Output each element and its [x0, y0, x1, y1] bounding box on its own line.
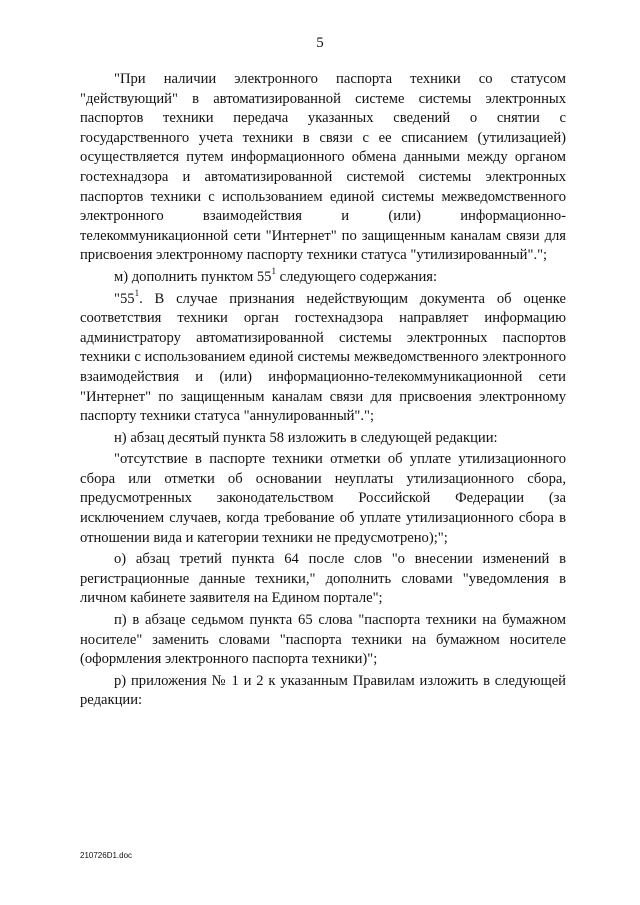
paragraph-item-o: о) абзац третий пункта 64 после слов "о внесении изменений в регистрационные данные техники," дополнить словами "уведомления в личном кабинете заявителя на Едином портале";: [80, 551, 566, 607]
paragraph-quoted-rule: "При наличии электронного паспорта техники со статусом "действующий" в автоматизированной системе системы электронных паспортов техники передача указанных сведений о снятии с государственного учета техники в связи с ее списанием (утилизацией) осуществляется путем информационного обмена данными между органом гостехнадзора и автоматизированной системой системы электронных паспортов техники с использованием единой системы межведомственного электронного взаимодействия и (или) информационно-телекоммуникационной сети "Интернет" по защищенным каналам связи для присвоения электронному паспорту техники статуса "утилизированный".";: [80, 71, 566, 264]
point-55-1-text: . В случае признания недействующим документа об оценке соответствия техники орган гостехнадзора направляет информацию администратору автоматизированной системы электронных паспортов техники с использованием единой системы межведомственного электронного взаимодействия и (или) информационно-телекоммуникационной сети "Интернет" по защищенным каналам связи для присвоения электронному паспорту техники статуса "аннулированный".";: [80, 290, 566, 425]
paragraph-item-n: н) абзац десятый пункта 58 изложить в следующей редакции:: [114, 429, 498, 446]
item-m-superscript: 1: [271, 266, 276, 277]
footer-filename: 210726D1.doc: [80, 851, 133, 860]
paragraph-point-55-1: [80, 287, 566, 427]
paragraph-item-r: р) приложения № 1 и 2 к указанным Правилам изложить в следующей редакции:: [80, 672, 566, 709]
item-m-text: м) дополнить пунктом 55: [114, 268, 272, 285]
point-55-1-number: "55: [114, 290, 135, 307]
page-number: 5: [316, 35, 324, 51]
point-55-1-superscript: 1: [134, 287, 140, 298]
paragraph-new-wording: "отсутствие в паспорте техники отметки об уплате утилизационного сбора или отметки об основании неуплаты утилизационного сбора, предусмотренных законодательством Российской Федерации (за исключением случаев, когда требование об уплате утилизационного сбора в отношении вида и категории техники не предусмотрено);";: [80, 451, 566, 546]
paragraph-item-m: [80, 268, 566, 288]
paragraph-item-p: п) в абзаце седьмом пункта 65 слова "паспорта техники на бумажном носителе" заменить словами "паспорта техники на бумажном носителе (оформления электронного паспорта техники)";: [80, 612, 566, 668]
document-body: [80, 70, 566, 711]
item-m-text-end: следующего содержания:: [275, 268, 438, 285]
